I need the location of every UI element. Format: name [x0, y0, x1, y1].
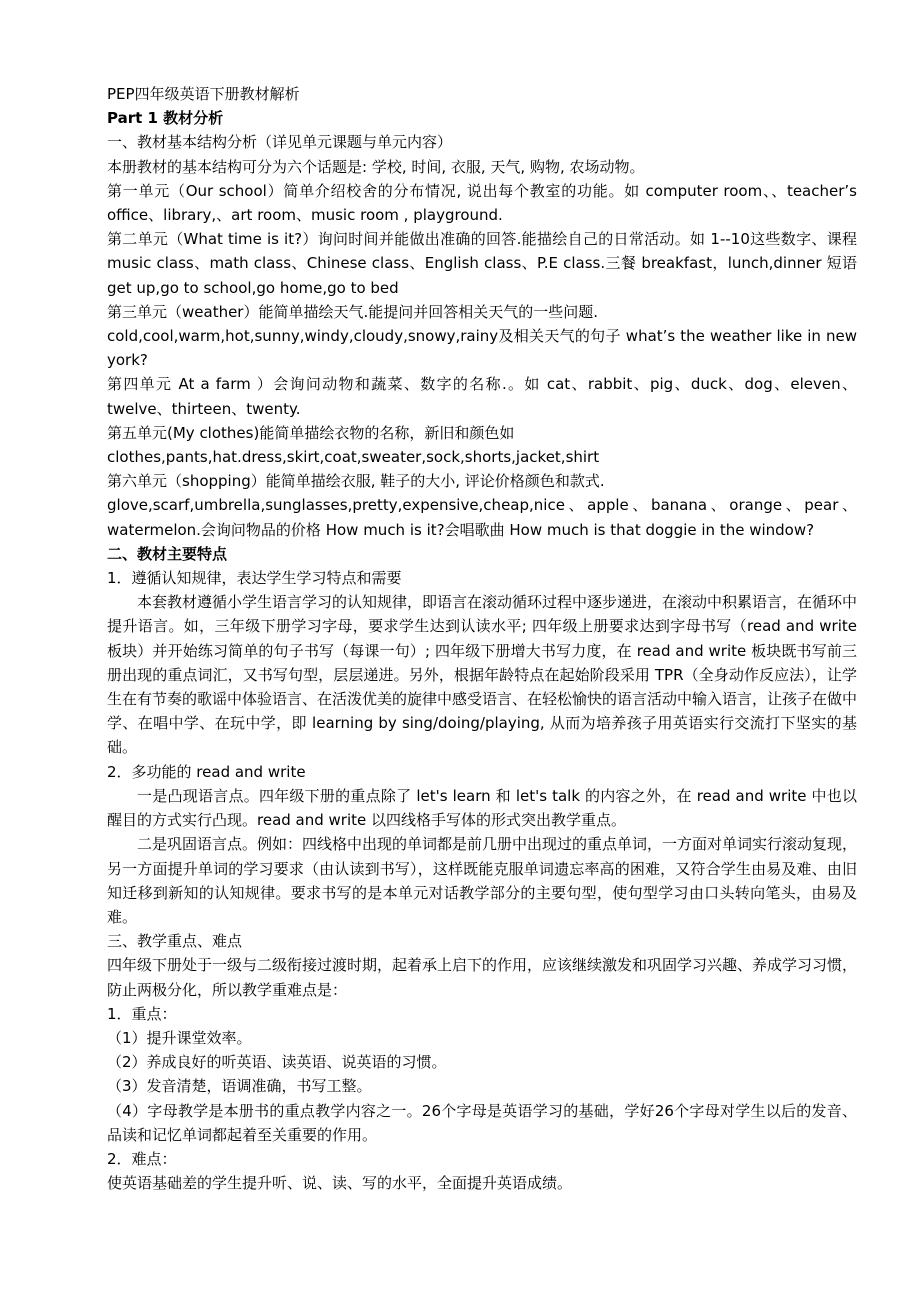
subheading: 2．多功能的 read and write — [107, 762, 306, 781]
section-heading-1: 一、教材基本结构分析（详见单元课题与单元内容） — [107, 133, 453, 152]
section-heading-2: 二、教材主要特点 — [107, 544, 228, 563]
subheading: 1．重点： — [107, 1004, 177, 1023]
list-item: （4）字母教学是本册书的重点教学内容之一。26个字母是英语学习的基础，学好26个字母对学生以后的发音、品读和记忆单词都起着至关重要的作用。 — [107, 1101, 857, 1144]
subheading: 1．遵循认知规律，表达学生学习特点和需要 — [107, 569, 402, 588]
list-item: （1）提升课堂效率。 — [107, 1028, 252, 1047]
subheading: 2．难点： — [107, 1149, 177, 1168]
part-heading: Part 1 教材分析 — [107, 109, 224, 128]
paragraph: 第四单元 At a farm ）会询问动物和蔬菜、数字的名称.。如 cat、rabbit、pig、duck、dog、eleven、twelve、thirteen、twenty. — [107, 375, 857, 418]
paragraph: 四年级下册处于一级与二级衔接过渡时期，起着承上启下的作用，应该继续激发和巩固学习兴趣、养成学习习惯，防止两极分化，所以教学重难点是： — [107, 956, 858, 999]
paragraph: 第三单元（weather）能简单描绘天气.能提问并回答相关天气的一些问题. — [107, 302, 599, 321]
list-item: （3）发音清楚，语调准确，书写工整。 — [107, 1077, 372, 1096]
paragraph: 一是凸现语言点。四年级下册的重点除了 let's learn 和 let's talk 的内容之外，在 read and write 中也以醒目的方式实行凸现。read and write 以四线格手写体的形式突出教学重点。 — [107, 786, 857, 830]
paragraph: cold,cool,warm,hot,sunny,windy,cloudy,snowy,rainy及相关天气的句子 what’s the weather like in new york? — [107, 327, 857, 370]
paragraph: 第五单元(My clothes)能简单描绘衣物的名称，新旧和颜色如 — [107, 423, 515, 442]
paragraph: 第六单元（shopping）能简单描绘衣服, 鞋子的大小, 评论价格颜色和款式. — [107, 472, 605, 491]
paragraph: 第二单元（What time is it?）询问时间并能做出准确的回答.能描绘自己的日常活动。如 1--10这些数字、课程 music class、math class、Chinese class、English class、P.E class.三餐 breakfast，lunch,dinner 短语 get up,go to school,go home,go to bed — [107, 230, 857, 297]
doc-title: PEP四年级英语下册教材解析 — [107, 85, 300, 103]
paragraph: 第一单元（Our school）简单介绍校舍的分布情况, 说出每个教室的功能。如 computer room、、teacher’s office、library,、art room、music room , playground. — [107, 181, 857, 225]
paragraph: 二是巩固语言点。例如：四线格中出现的单词都是前几册中出现过的重点单词，一方面对单词实行滚动复现，另一方面提升单词的学习要求（由认读到书写），这样既能克服单词遗忘率高的困难，又符合学生由易及难、由旧知迁移到新知的认知规律。要求书写的是本单元对话教学部分的主要句型，使句型学习由口头转向笔头，由易及难。 — [107, 835, 858, 926]
paragraph: glove,scarf,umbrella,sunglasses,pretty,expensive,cheap,nice、apple、banana、orange、pear、watermelon.会询问物品的价格 How much is it?会唱歌曲 How much is that doggie in the window? — [107, 496, 857, 539]
paragraph: 本套教材遵循小学生语言学习的认知规律，即语言在滚动循环过程中逐步递进，在滚动中积累语言，在循环中提升语言。如，三年级下册学习字母，要求学生达到认读水平; 四年级上册要求达到字母书写（read and write 板块）并开始练习简单的句子书写（每课一句）; 四年级下册增大书写力度，在 read and write 板块既书写前三册出现的重点词汇，又书写句型，层层递进。另外，根据年龄特点在起始阶段采用 TPR（全身动作反应法），让学生在有节奏的歌谣中体验语言、在活泼优美的旋律中感受语言、在轻松愉快的语言活动中输入语言，让孩子在做中学、在唱中学、在玩中学，即 learning by sing/doing/playing, 从而为培养孩子用英语实行交流打下坚实的基础。 — [107, 593, 858, 757]
section-heading-3: 三、教学重点、难点 — [107, 932, 243, 951]
paragraph: clothes,pants,hat.dress,skirt,coat,sweater,sock,shorts,jacket,shirt — [107, 448, 600, 467]
list-item: （2）养成良好的听英语、读英语、说英语的习惯。 — [107, 1053, 447, 1072]
paragraph: 使英语基础差的学生提升听、说、读、写的水平，全面提升英语成绩。 — [107, 1174, 573, 1193]
document-page — [107, 82, 857, 1195]
paragraph: 本册教材的基本结构可分为六个话题是: 学校, 时间, 衣服, 天气, 购物, 农场动物。 — [107, 157, 645, 176]
